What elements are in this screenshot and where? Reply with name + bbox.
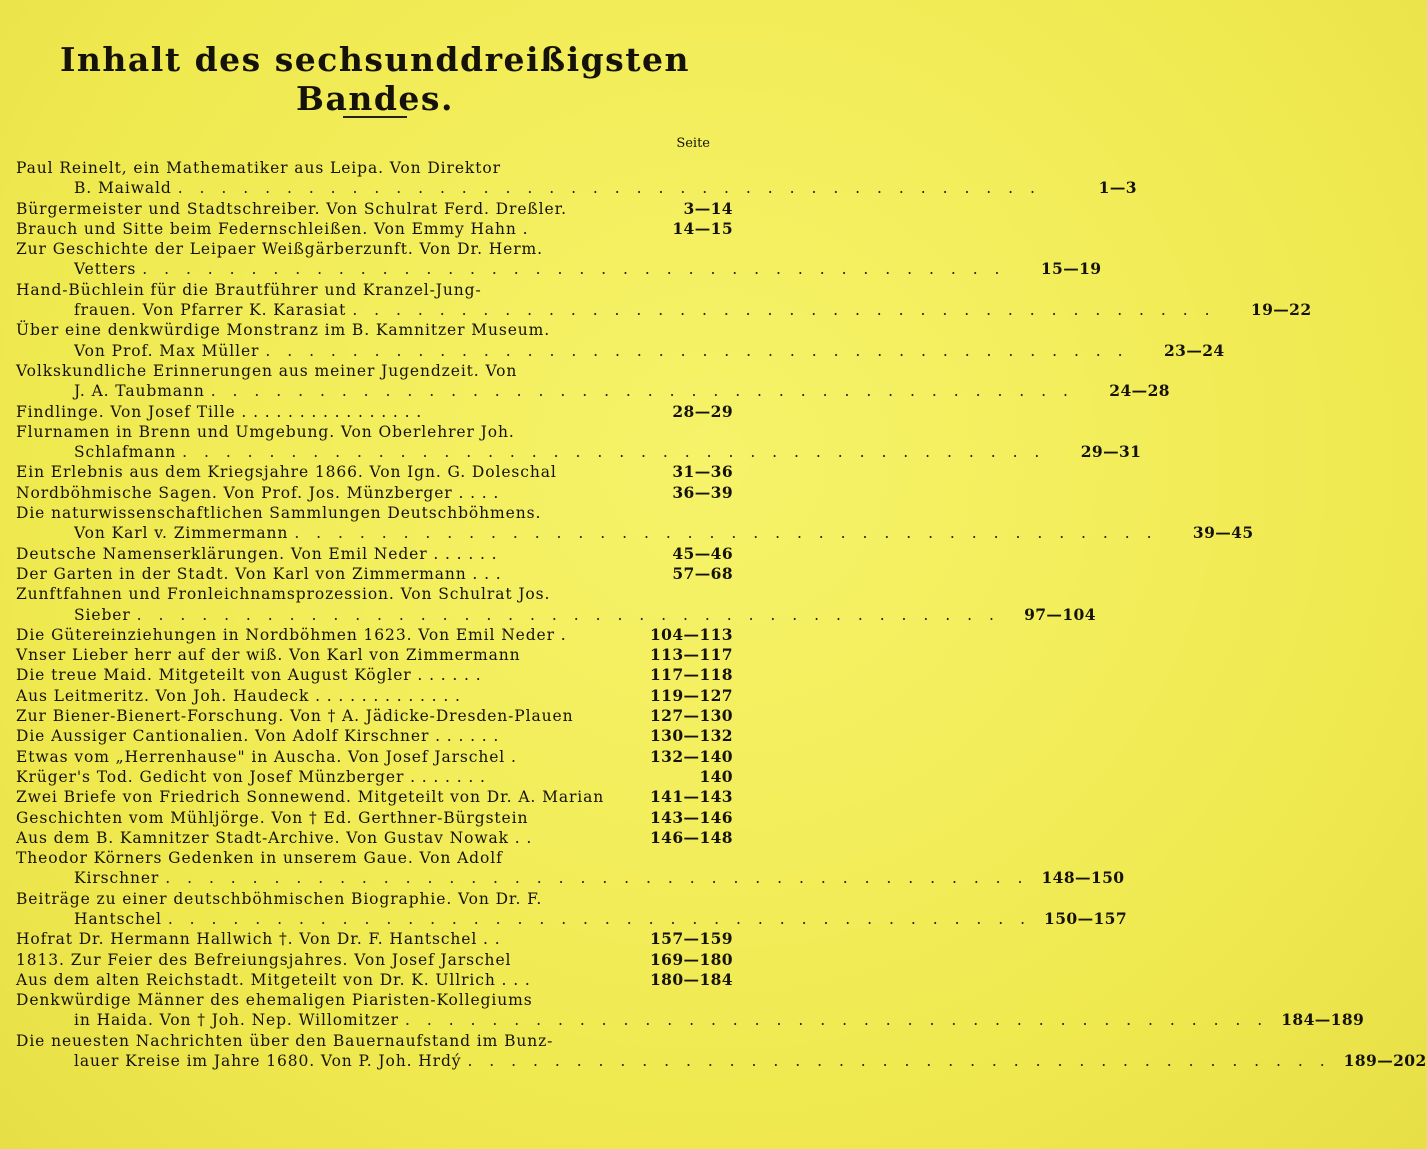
toc-entry-pages: 132—140: [649, 746, 733, 766]
toc-entry-pages: [643, 584, 733, 604]
title-divider: [343, 116, 407, 118]
toc-entry-pages: [643, 889, 733, 909]
toc-entry: [16, 686, 733, 706]
toc-entry-pages: 1—3: [1098, 178, 1137, 198]
toc-entry-title-continuation: in Haida. Von † Joh. Nep. Willomitzer: [74, 1011, 399, 1030]
toc-entry-pages: 39—45: [1192, 523, 1254, 543]
toc-entry-pages: 130—132: [649, 726, 733, 746]
leader-dots: . . . . . . . . . . . . . . . . . . . . . . . . . . . . . . . . . . . . . . . .: [177, 179, 1041, 198]
leader-dots: . . . . . . . . . . . . . . . . . . . . . . . . . . . . . . . . . . . . . . . .: [142, 260, 1006, 279]
toc-entry-pages: 140: [699, 766, 733, 786]
toc-entry: [16, 990, 1365, 1031]
toc-entry-pages: 150—157: [1044, 908, 1128, 928]
toc-entry-pages: 36—39: [672, 482, 733, 502]
toc-entry-pages: 180—184: [649, 969, 733, 989]
toc-entry-pages: 45—46: [672, 543, 733, 563]
toc-entry-title-continuation: Vetters: [74, 260, 137, 279]
toc-entry-pages: 28—29: [672, 401, 733, 421]
toc-entry: [16, 483, 733, 503]
toc-entry-title: Aus Leitmeritz. Von Joh. Haudeck . . . . . . . . . . . . .: [16, 686, 461, 705]
toc-entry-title-continuation: Schlafmann: [74, 443, 177, 462]
toc-entry-title: Die neuesten Nachrichten über den Bauernaufstand im Bunz-: [16, 1031, 554, 1050]
toc-entry-title: Krüger's Tod. Gedicht von Josef Münzberger . . . . . . .: [16, 767, 486, 786]
toc-entry: [16, 402, 733, 422]
toc-entry-title: Flurnamen in Brenn und Umgebung. Von Oberlehrer Joh.: [16, 422, 515, 441]
toc-entry-title: Die Gütereinziehungen in Nordböhmen 1623. Von Emil Neder .: [16, 625, 567, 644]
toc-entry-pages: 97—104: [1024, 604, 1096, 624]
toc-entry-pages: 29—31: [1080, 442, 1142, 462]
toc-entry: [16, 199, 733, 219]
toc-entry-pages: [643, 239, 733, 259]
toc-entry-pages: 148—150: [1041, 868, 1125, 888]
toc-entry: [16, 970, 733, 990]
toc-entry-pages: 127—130: [649, 706, 733, 726]
toc-entry: [16, 726, 733, 746]
toc-entry: [16, 929, 733, 949]
toc-entry-title-continuation: B. Maiwald: [74, 179, 172, 198]
toc-entry: [16, 239, 1102, 280]
leader-dots: . . . . . . . . . . . . . . . . . . . . . . . . . . . . . . . . . . . . . . . .: [182, 443, 1046, 462]
leader-dots: . . . . . . . . . . . . . . . . . . . . . . . . . . . . . . . . . . . . . . . .: [352, 301, 1216, 320]
toc-entry-title-continuation: Von Karl v. Zimmermann: [74, 524, 289, 543]
leader-dots: . . . . . . . . . . . . . . . . . . . . . . . . . . . . . . . . . . . . . . . .: [136, 605, 1000, 624]
toc-entry: [16, 787, 733, 807]
toc-entry-title-continuation: lauer Kreise im Jahre 1680. Von P. Joh. Hrdý: [74, 1052, 462, 1071]
toc-entry: [16, 219, 733, 239]
toc-entry: [16, 645, 733, 665]
toc-entry-pages: 157—159: [649, 929, 733, 949]
leader-dots: . . . . . . . . . . . . . . . . . . . . . . . . . . . . . . . . . . . . . . . .: [167, 909, 1032, 928]
toc-entry-title: Geschichten vom Mühljörge. Von † Ed. Gerthner-Bürgstein: [16, 808, 529, 827]
toc-entry-title: Die treue Maid. Mitgeteilt von August Kögler . . . . . .: [16, 666, 482, 685]
toc-entry-pages: [643, 422, 733, 442]
toc-entry-title: Hand-Büchlein für die Brautführer und Kranzel-Jung-: [16, 280, 482, 299]
leader-dots: . . . . . . . . . . . . . . . . . . . . . . . . . . . . . . . . . . . . . . . .: [467, 1052, 1331, 1071]
toc-entry-title-continuation: Sieber: [74, 605, 131, 624]
toc-entry-pages: 19—22: [1250, 300, 1312, 320]
toc-entry-pages: [643, 1031, 733, 1051]
toc-entry-pages: 189—202: [1343, 1051, 1427, 1071]
toc-entry-title: Beiträge zu einer deutschböhmischen Biographie. Von Dr. F.: [16, 889, 543, 908]
toc-entry-title: Die Aussiger Cantionalien. Von Adolf Kirschner . . . . . .: [16, 727, 500, 746]
toc-entry: [16, 808, 733, 828]
toc-entry-title-continuation: frauen. Von Pfarrer K. Karasiat: [74, 301, 347, 320]
table-of-contents: [16, 158, 1427, 1071]
toc-entry-pages: 146—148: [649, 827, 733, 847]
toc-entry-pages: 113—117: [649, 645, 733, 665]
toc-entry-title: Etwas vom „Herrenhause" in Auscha. Von Josef Jarschel .: [16, 747, 517, 766]
leader-dots: . . . . . . . . . . . . . . . . . . . . . . . . . . . . . . . . . . . . . . . .: [265, 341, 1129, 360]
toc-entry-title: Paul Reinelt, ein Mathematiker aus Leipa. Von Direktor: [16, 159, 501, 177]
toc-entry-pages: 141—143: [649, 787, 733, 807]
toc-entry: [16, 828, 733, 848]
toc-entry: [16, 422, 1142, 463]
toc-entry-title: Zur Biener-Bienert-Forschung. Von † A. Jädicke-Dresden-Plauen: [16, 707, 574, 726]
toc-entry-title: Deutsche Namenserklärungen. Von Emil Neder . . . . . .: [16, 544, 498, 563]
toc-entry: [16, 158, 1137, 199]
toc-entry-title-continuation: Kirschner: [74, 869, 160, 888]
toc-entry-pages: 104—113: [649, 624, 733, 644]
toc-entry-title: Über eine denkwürdige Monstranz im B. Kamnitzer Museum.: [16, 321, 551, 340]
page-column-header: Seite: [676, 136, 710, 151]
toc-entry-pages: [643, 503, 733, 523]
toc-entry-title: Volkskundliche Erinnerungen aus meiner Jugendzeit. Von: [16, 361, 518, 380]
toc-entry: [16, 584, 1096, 625]
leader-dots: . . . . . . . . . . . . . . . . . . . . . . . . . . . . . . . . . . . . . . . .: [404, 1011, 1269, 1030]
toc-entry-title: Findlinge. Von Josef Tille . . . . . . . . . . . . . . . .: [16, 402, 423, 421]
toc-entry-title: Theodor Körners Gedenken in unserem Gaue. Von Adolf: [16, 849, 503, 868]
toc-entry-pages: 184—189: [1281, 1010, 1365, 1030]
toc-entry-pages: 15—19: [1040, 259, 1102, 279]
toc-entry: [16, 747, 733, 767]
toc-entry-title-continuation: Von Prof. Max Müller: [74, 341, 260, 360]
toc-entry: [16, 706, 733, 726]
toc-entry-title: 1813. Zur Feier des Befreiungsjahres. Von Josef Jarschel: [16, 950, 512, 969]
toc-entry-title: Aus dem alten Reichstadt. Mitgeteilt von Dr. K. Ullrich . . .: [16, 970, 531, 989]
page-title: Inhalt des sechsunddreißigsten Bandes.: [60, 40, 690, 118]
toc-entry-title: Zur Geschichte der Leipaer Weißgärberzunft. Von Dr. Herm.: [16, 240, 543, 259]
toc-entry: [16, 625, 733, 645]
leader-dots: . . . . . . . . . . . . . . . . . . . . . . . . . . . . . . . . . . . . . . . .: [165, 869, 1029, 888]
toc-entry-pages: 31—36: [672, 462, 733, 482]
toc-entry: [16, 665, 733, 685]
leader-dots: . . . . . . . . . . . . . . . . . . . . . . . . . . . . . . . . . . . . . . . .: [210, 382, 1074, 401]
toc-entry-title: Denkwürdige Männer des ehemaligen Piaristen-Kollegiums: [16, 991, 533, 1010]
toc-entry-pages: 169—180: [649, 949, 733, 969]
toc-entry-title: Brauch und Sitte beim Federnschleißen. Von Emmy Hahn .: [16, 219, 529, 238]
toc-entry-pages: 143—146: [649, 807, 733, 827]
toc-entry-pages: 117—118: [649, 665, 733, 685]
toc-entry-title: Hofrat Dr. Hermann Hallwich †. Von Dr. F. Hantschel . .: [16, 930, 501, 949]
toc-entry-pages: 14—15: [672, 218, 733, 238]
toc-entry: [16, 280, 1312, 321]
toc-entry-pages: 119—127: [649, 685, 733, 705]
toc-entry-pages: [643, 280, 733, 300]
toc-entry: [16, 544, 733, 564]
toc-entry-title: Vnser Lieber herr auf der wiß. Von Karl von Zimmermann: [16, 646, 521, 665]
toc-entry-pages: [643, 848, 733, 868]
toc-entry-title: Die naturwissenschaftlichen Sammlungen Deutschböhmens.: [16, 504, 542, 523]
toc-entry-title-continuation: Hantschel: [74, 909, 162, 928]
toc-entry-pages: [643, 990, 733, 1010]
toc-entry: [16, 1031, 1427, 1072]
toc-entry-pages: 3—14: [683, 198, 733, 218]
toc-entry: [16, 564, 733, 584]
toc-entry-title: Nordböhmische Sagen. Von Prof. Jos. Münzberger . . . .: [16, 483, 500, 502]
toc-entry-pages: [643, 158, 733, 178]
toc-entry-title: Zunftfahnen und Fronleichnamsprozession. Von Schulrat Jos.: [16, 585, 551, 604]
toc-entry-pages: 57—68: [672, 563, 733, 583]
toc-entry-pages: 24—28: [1109, 381, 1170, 401]
toc-entry: [16, 361, 1170, 402]
toc-entry-title: Aus dem B. Kamnitzer Stadt-Archive. Von Gustav Nowak . .: [16, 828, 533, 847]
toc-entry-title: Zwei Briefe von Friedrich Sonnewend. Mitgeteilt von Dr. A. Marian: [16, 788, 605, 807]
leader-dots: . . . . . . . . . . . . . . . . . . . . . . . . . . . . . . . . . . . . . . . .: [294, 524, 1158, 543]
toc-entry-title: Ein Erlebnis aus dem Kriegsjahre 1866. Von Ign. G. Doleschal: [16, 463, 557, 482]
toc-entry-title: Bürgermeister und Stadtschreiber. Von Schulrat Ferd. Dreßler.: [16, 199, 568, 218]
toc-entry: [16, 950, 733, 970]
toc-entry: [16, 503, 1254, 544]
toc-entry: [16, 462, 733, 482]
toc-entry-title: Der Garten in der Stadt. Von Karl von Zimmermann . . .: [16, 564, 502, 583]
toc-entry-pages: 23—24: [1163, 340, 1225, 360]
toc-entry: [16, 767, 733, 787]
toc-entry: [16, 889, 1128, 930]
toc-entry-title-continuation: J. A. Taubmann: [74, 382, 205, 401]
toc-entry: [16, 848, 1125, 889]
toc-entry-pages: [643, 361, 733, 381]
toc-entry: [16, 320, 1225, 361]
toc-entry-pages: [643, 320, 733, 340]
